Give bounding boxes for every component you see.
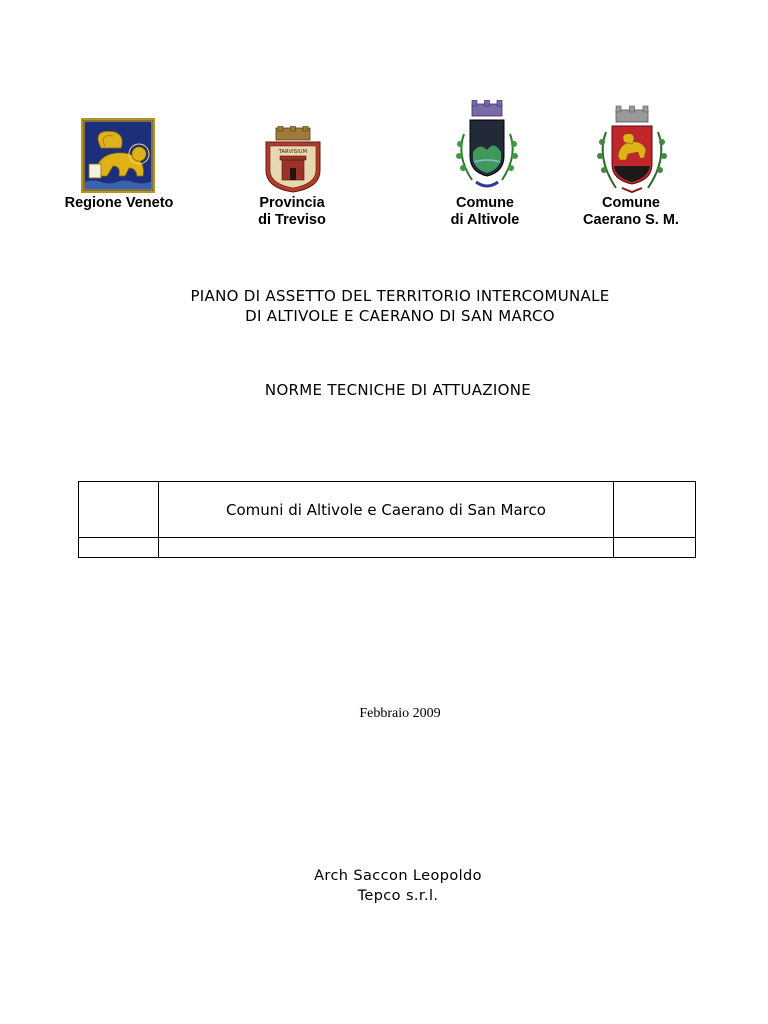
caption-line: Comune: [602, 195, 660, 211]
tarvisium-label: TARVISIUM: [278, 149, 308, 155]
document-title-line-1: PIANO DI ASSETTO DEL TERRITORIO INTERCOMUNALE: [190, 287, 610, 305]
regione-veneto-caption: [59, 195, 179, 212]
box-cell-bottom-right: [614, 538, 696, 558]
comune-caerano-emblem: [594, 104, 670, 194]
box-cell-right: [614, 482, 696, 538]
document-date: Febbraio 2009: [359, 706, 441, 721]
author-company: Tepco s.r.l.: [357, 888, 439, 904]
tower-crest-icon: [262, 126, 324, 194]
provincia-treviso-emblem: [262, 126, 324, 194]
box-cell-left: [79, 482, 159, 538]
box-cell-bottom-middle: [159, 538, 614, 558]
caption-line: Regione Veneto: [64, 195, 174, 211]
winged-lion-icon: [81, 118, 155, 193]
comune-caerano-caption: [571, 195, 691, 229]
box-main-text: Comuni di Altivole e Caerano di San Marco: [159, 482, 614, 538]
document-author: [0, 866, 768, 906]
document-subtitle: NORME TECNICHE DI ATTUAZIONE: [264, 381, 532, 399]
municipalities-box: [78, 481, 696, 558]
provincia-treviso-caption: [232, 195, 352, 229]
altivole-crest-icon: [450, 100, 524, 194]
caption-line: Caerano S. M.: [583, 212, 679, 228]
regione-veneto-emblem: [81, 118, 155, 193]
document-title: [0, 286, 768, 326]
caption-line: di Treviso: [258, 212, 326, 228]
caerano-crest-icon: [594, 104, 670, 194]
author-name: Arch Saccon Leopoldo: [314, 868, 482, 884]
document-title-line-2: DI ALTIVOLE E CAERANO DI SAN MARCO: [245, 307, 555, 325]
comune-altivole-emblem: [450, 100, 524, 194]
caption-line: di Altivole: [450, 212, 520, 228]
box-cell-bottom-left: [79, 538, 159, 558]
caption-line: Provincia: [259, 195, 325, 211]
caption-line: Comune: [456, 195, 514, 211]
comune-altivole-caption: [425, 195, 545, 229]
